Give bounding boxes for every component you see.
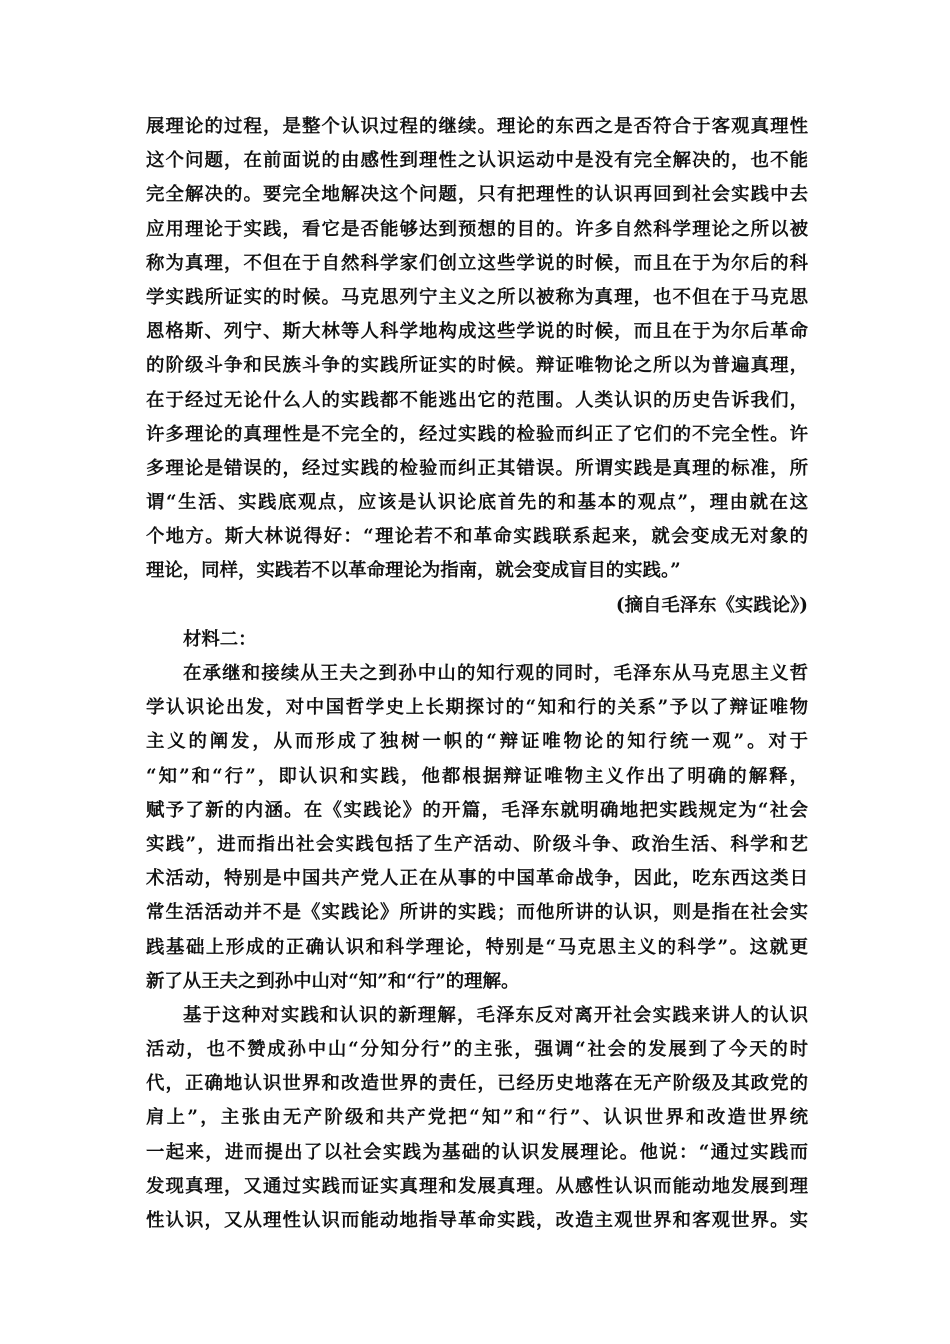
text-line: 基于这种对实践和认识的新理解，毛泽东反对离开社会实践来讲人的认识 bbox=[183, 1004, 808, 1026]
section-heading: 材料二： bbox=[183, 628, 257, 650]
text-line: 称为真理，不但在于自然科学家们创立这些学说的时候，而且在于为尔后的科 bbox=[146, 252, 808, 274]
text-line: 赋予了新的内涵。在《实践论》的开篇，毛泽东就明确地把实践规定为“社会 bbox=[146, 799, 808, 821]
text-line: 主义的阐发，从而形成了独树一帜的“辩证唯物论的知行统一观”。对于 bbox=[146, 731, 808, 753]
text-line: 性认识，又从理性认识而能动地指导革命实践，改造主观世界和客观世界。实 bbox=[146, 1210, 808, 1231]
text-line: 恩格斯、列宁、斯大林等人科学地构成这些学说的时候，而且在于为尔后革命 bbox=[146, 321, 808, 343]
text-line: 新了从王夫之到孙中山对“知”和“行”的理解。 bbox=[146, 970, 520, 992]
text-line: 实践”，进而指出社会实践包括了生产活动、阶级斗争、政治生活、科学和艺 bbox=[146, 833, 808, 855]
text-line: 术活动，特别是中国共产党人正在从事的中国革命战争，因此，吃东西这类日 bbox=[146, 868, 808, 890]
article-body bbox=[146, 110, 808, 1238]
text-line: 学实践所证实的时候。马克思列宁主义之所以被称为真理，也不但在于马克思 bbox=[146, 286, 808, 308]
text-line: 活动，也不赞成孙中山“分知分行”的主张，强调“社会的发展到了今天的时 bbox=[146, 1039, 808, 1061]
text-line: 代，正确地认识世界和改造世界的责任，已经历史地落在无产阶级及其政党的 bbox=[146, 1073, 808, 1095]
text-line: 许多理论的真理性是不完全的，经过实践的检验而纠正了它们的不完全性。许 bbox=[146, 423, 808, 445]
text-line: 学认识论出发，对中国哲学史上长期探讨的“知和行的关系”予以了辩证唯物 bbox=[146, 697, 808, 719]
text-line: 这个问题，在前面说的由感性到理性之认识运动中是没有完全解决的，也不能 bbox=[146, 150, 808, 172]
source-citation: (摘自毛泽东《实践论》) bbox=[615, 594, 808, 616]
text-line: 在于经过无论什么人的实践都不能逃出它的范围。人类认识的历史告诉我们， bbox=[146, 389, 808, 411]
text-line: 在承继和接续从王夫之到孙中山的知行观的同时，毛泽东从马克思主义哲 bbox=[183, 663, 808, 684]
material-two-paragraph-one bbox=[146, 657, 808, 999]
text-line: 完全解决的。要完全地解决这个问题，只有把理性的认识再回到社会实践中去 bbox=[146, 184, 808, 206]
text-line: 多理论是错误的，经过实践的检验而纠正其错误。所谓实践是真理的标准，所 bbox=[146, 457, 808, 479]
text-line: 常生活活动并不是《实践论》所讲的实践；而他所讲的认识，则是指在社会实 bbox=[146, 902, 808, 924]
material-one-paragraph bbox=[146, 110, 808, 589]
text-line: 一起来，进而提出了以社会实践为基础的认识发展理论。他说：“通过实践而 bbox=[146, 1141, 808, 1163]
text-line: 谓“生活、实践底观点，应该是认识论底首先的和基本的观点”，理由就在这 bbox=[146, 492, 808, 514]
text-line: “知”和“行”，即认识和实践，他都根据辩证唯物主义作出了明确的解释， bbox=[146, 765, 808, 787]
text-line: 应用理论于实践，看它是否能够达到预想的目的。许多自然科学理论之所以被 bbox=[146, 218, 808, 240]
text-line: 个地方。斯大林说得好：“理论若不和革命实践联系起来，就会变成无对象的 bbox=[146, 526, 808, 548]
text-line: 理论，同样，实践若不以革命理论为指南，就会变成盲目的实践。” bbox=[146, 560, 681, 582]
text-line: 肩上”，主张由无产阶级和共产党把“知”和“行”、认识世界和改造世界统 bbox=[146, 1107, 808, 1129]
text-line: 的阶级斗争和民族斗争的实践所证实的时候。辩证唯物论之所以为普遍真理， bbox=[146, 355, 808, 377]
material-two-paragraph-two bbox=[146, 999, 808, 1238]
text-line: 展理论的过程，是整个认识过程的继续。理论的东西之是否符合于客观真理性 bbox=[146, 116, 808, 137]
text-line: 践基础上形成的正确认识和科学理论，特别是“马克思主义的科学”。这就更 bbox=[146, 936, 808, 958]
text-line: 发现真理，又通过实践而证实真理和发展真理。从感性认识而能动地发展到理 bbox=[146, 1175, 808, 1197]
